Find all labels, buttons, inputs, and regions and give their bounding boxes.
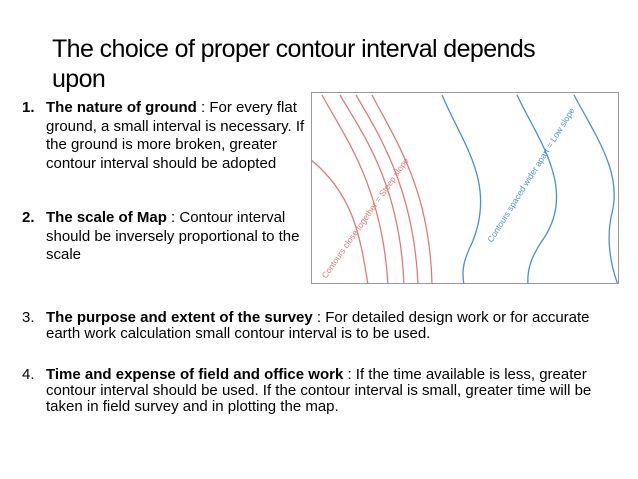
point-2-number: 2. <box>22 209 35 226</box>
point-1-text: : For every flat ground, a small interval is necessary. If the ground is more broken, greater contour interval should be adopted <box>46 99 305 172</box>
point-2-heading: The scale of Map <box>46 209 167 226</box>
point-4 <box>22 367 612 415</box>
point-3-number: 3. <box>22 309 35 326</box>
contour-figure <box>311 92 619 284</box>
point-1 <box>22 99 312 173</box>
contour-diagram <box>312 93 618 283</box>
point-4-heading: Time and expense of field and office work <box>46 366 344 383</box>
low-slope-label: Contours spaced wider apart = Low slope <box>485 105 577 245</box>
point-3-text: : For detailed design work or for accurate earth work calculation small contour interval is to be used. <box>46 309 590 342</box>
point-3 <box>22 310 612 342</box>
point-4-text: : If the time available is less, greater contour interval should be used. If the contour interval is small, greater time will be taken in field survey and in plotting the map. <box>46 366 592 415</box>
slide-title: The choice of proper contour interval depends upon <box>52 35 536 93</box>
point-1-number: 1. <box>22 99 35 116</box>
low-contour-line <box>442 95 481 283</box>
steep-slope-label: Contours close together = Steep slope <box>319 155 411 281</box>
steep-contours <box>312 95 432 283</box>
low-slope-contours <box>442 95 618 283</box>
point-2 <box>22 209 312 265</box>
low-contour-line <box>574 95 618 283</box>
point-3-heading: The purpose and extent of the survey <box>46 309 313 326</box>
point-4-number: 4. <box>22 366 35 383</box>
point-1-heading: The nature of ground <box>46 99 197 116</box>
point-2-text: : Contour interval should be inversely proportional to the scale <box>46 209 300 263</box>
